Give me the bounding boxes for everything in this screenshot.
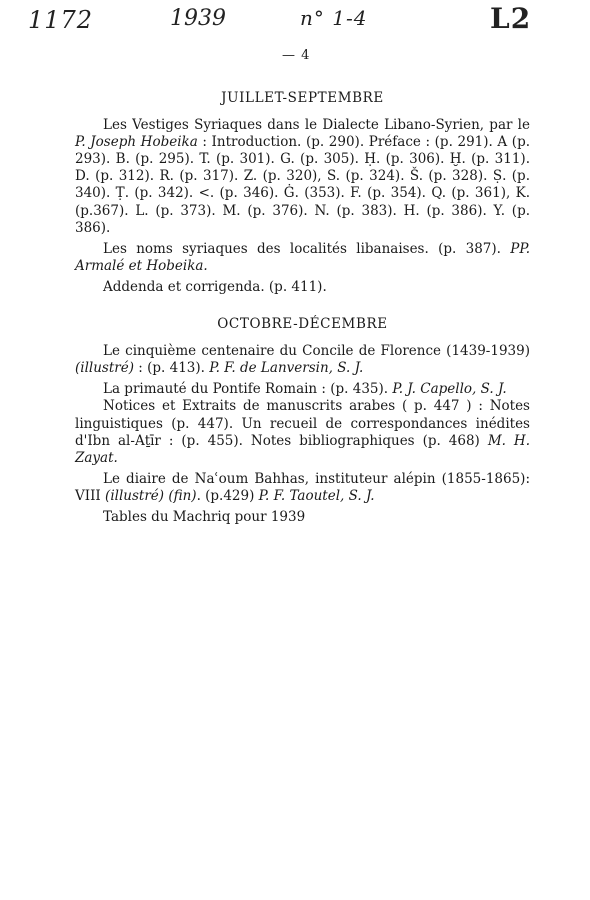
page-number: — 4 — [282, 48, 311, 63]
entry-diaire-naoum — [75, 471, 530, 505]
entry-concile-florence — [75, 343, 530, 377]
entry-author: M. H. Zayat. — [75, 432, 530, 466]
entry-illustre: (illustré) (fin) — [105, 487, 197, 504]
entry-text: : Introduction. (p. 290). Préface : (p. 291). A (p. 293). B. (p. 295). T. (p. 301). G. (p. 305). Ḥ. (p. 306). Ḫ. (p. 311). D. (p. 312). R. (p. 317). Z. (p. 320), S. (p. 324). Š. (p. 328). Ṣ. (p. 340). Ṭ. (p. 342). <. (p. 346). Ġ. (353). F. (p. 354). Q. (p. 361), K. (p.367). L. (p. 373). M. (p. 376). N. (p. 383). H. (p. 386). Y. (p. 386). — [75, 134, 531, 236]
entry-author: P. F. Taoutel, S. J. — [258, 487, 375, 504]
entry-text: Le cinquième centenaire du Concile de Florence (1439-1939) — [103, 343, 530, 360]
handwritten-issue-number: n° 1-4 — [300, 6, 368, 30]
entry-text: Les Vestiges Syriaques dans le Dialecte Libano-Syrien, par le — [103, 117, 530, 134]
entry-author: P. J. Capello, S. J. — [392, 381, 507, 398]
entry-notices-extraits — [75, 398, 530, 466]
entry-author: PP. Armalé et Hobeika. — [75, 240, 530, 274]
entry-addenda: Addenda et corrigenda. (p. 411). — [103, 278, 327, 295]
entry-text: La primauté du Pontife Romain : (p. 435). — [103, 381, 393, 398]
entry-tables-machriq: Tables du Machriq pour 1939 — [103, 508, 306, 525]
handwritten-year: 1939 — [170, 6, 226, 31]
handwritten-reference: 1172 — [28, 6, 94, 34]
entry-author: P. Joseph Hobeika — [75, 134, 198, 151]
entry-primaute-pontife — [75, 381, 530, 398]
entry-text: . (p.429) — [196, 487, 259, 504]
section-title-juillet-septembre: JUILLET-SEPTEMBRE — [221, 90, 384, 106]
entry-text: Le diaire de Naʿoum Bahhas, instituteur alépin (1855-1865): VIII — [75, 470, 530, 504]
entry-illustre: (illustré) — [75, 360, 134, 377]
entry-text: Les noms syriaques des localités libanaises. (p. 387). — [103, 240, 511, 257]
entry-text: : (p. 413). — [133, 360, 210, 377]
entry-noms-syriaques — [75, 241, 530, 275]
entry-text: Notices et Extraits de manuscrits arabes ( p. 447 ) : Notes linguistiques (p. 447). Un recueil de correspondances inédites d'Ibn al-Aṯīr : (p. 455). Notes bibliographiques (p. 468) — [75, 398, 530, 449]
handwritten-code: L2 — [490, 2, 532, 35]
document-body — [75, 82, 530, 530]
entry-author: P. F. de Lanversin, S. J. — [209, 360, 364, 377]
section-title-octobre-decembre: OCTOBRE-DÉCEMBRE — [217, 316, 388, 333]
entry-vestiges-syriaques — [75, 117, 530, 237]
